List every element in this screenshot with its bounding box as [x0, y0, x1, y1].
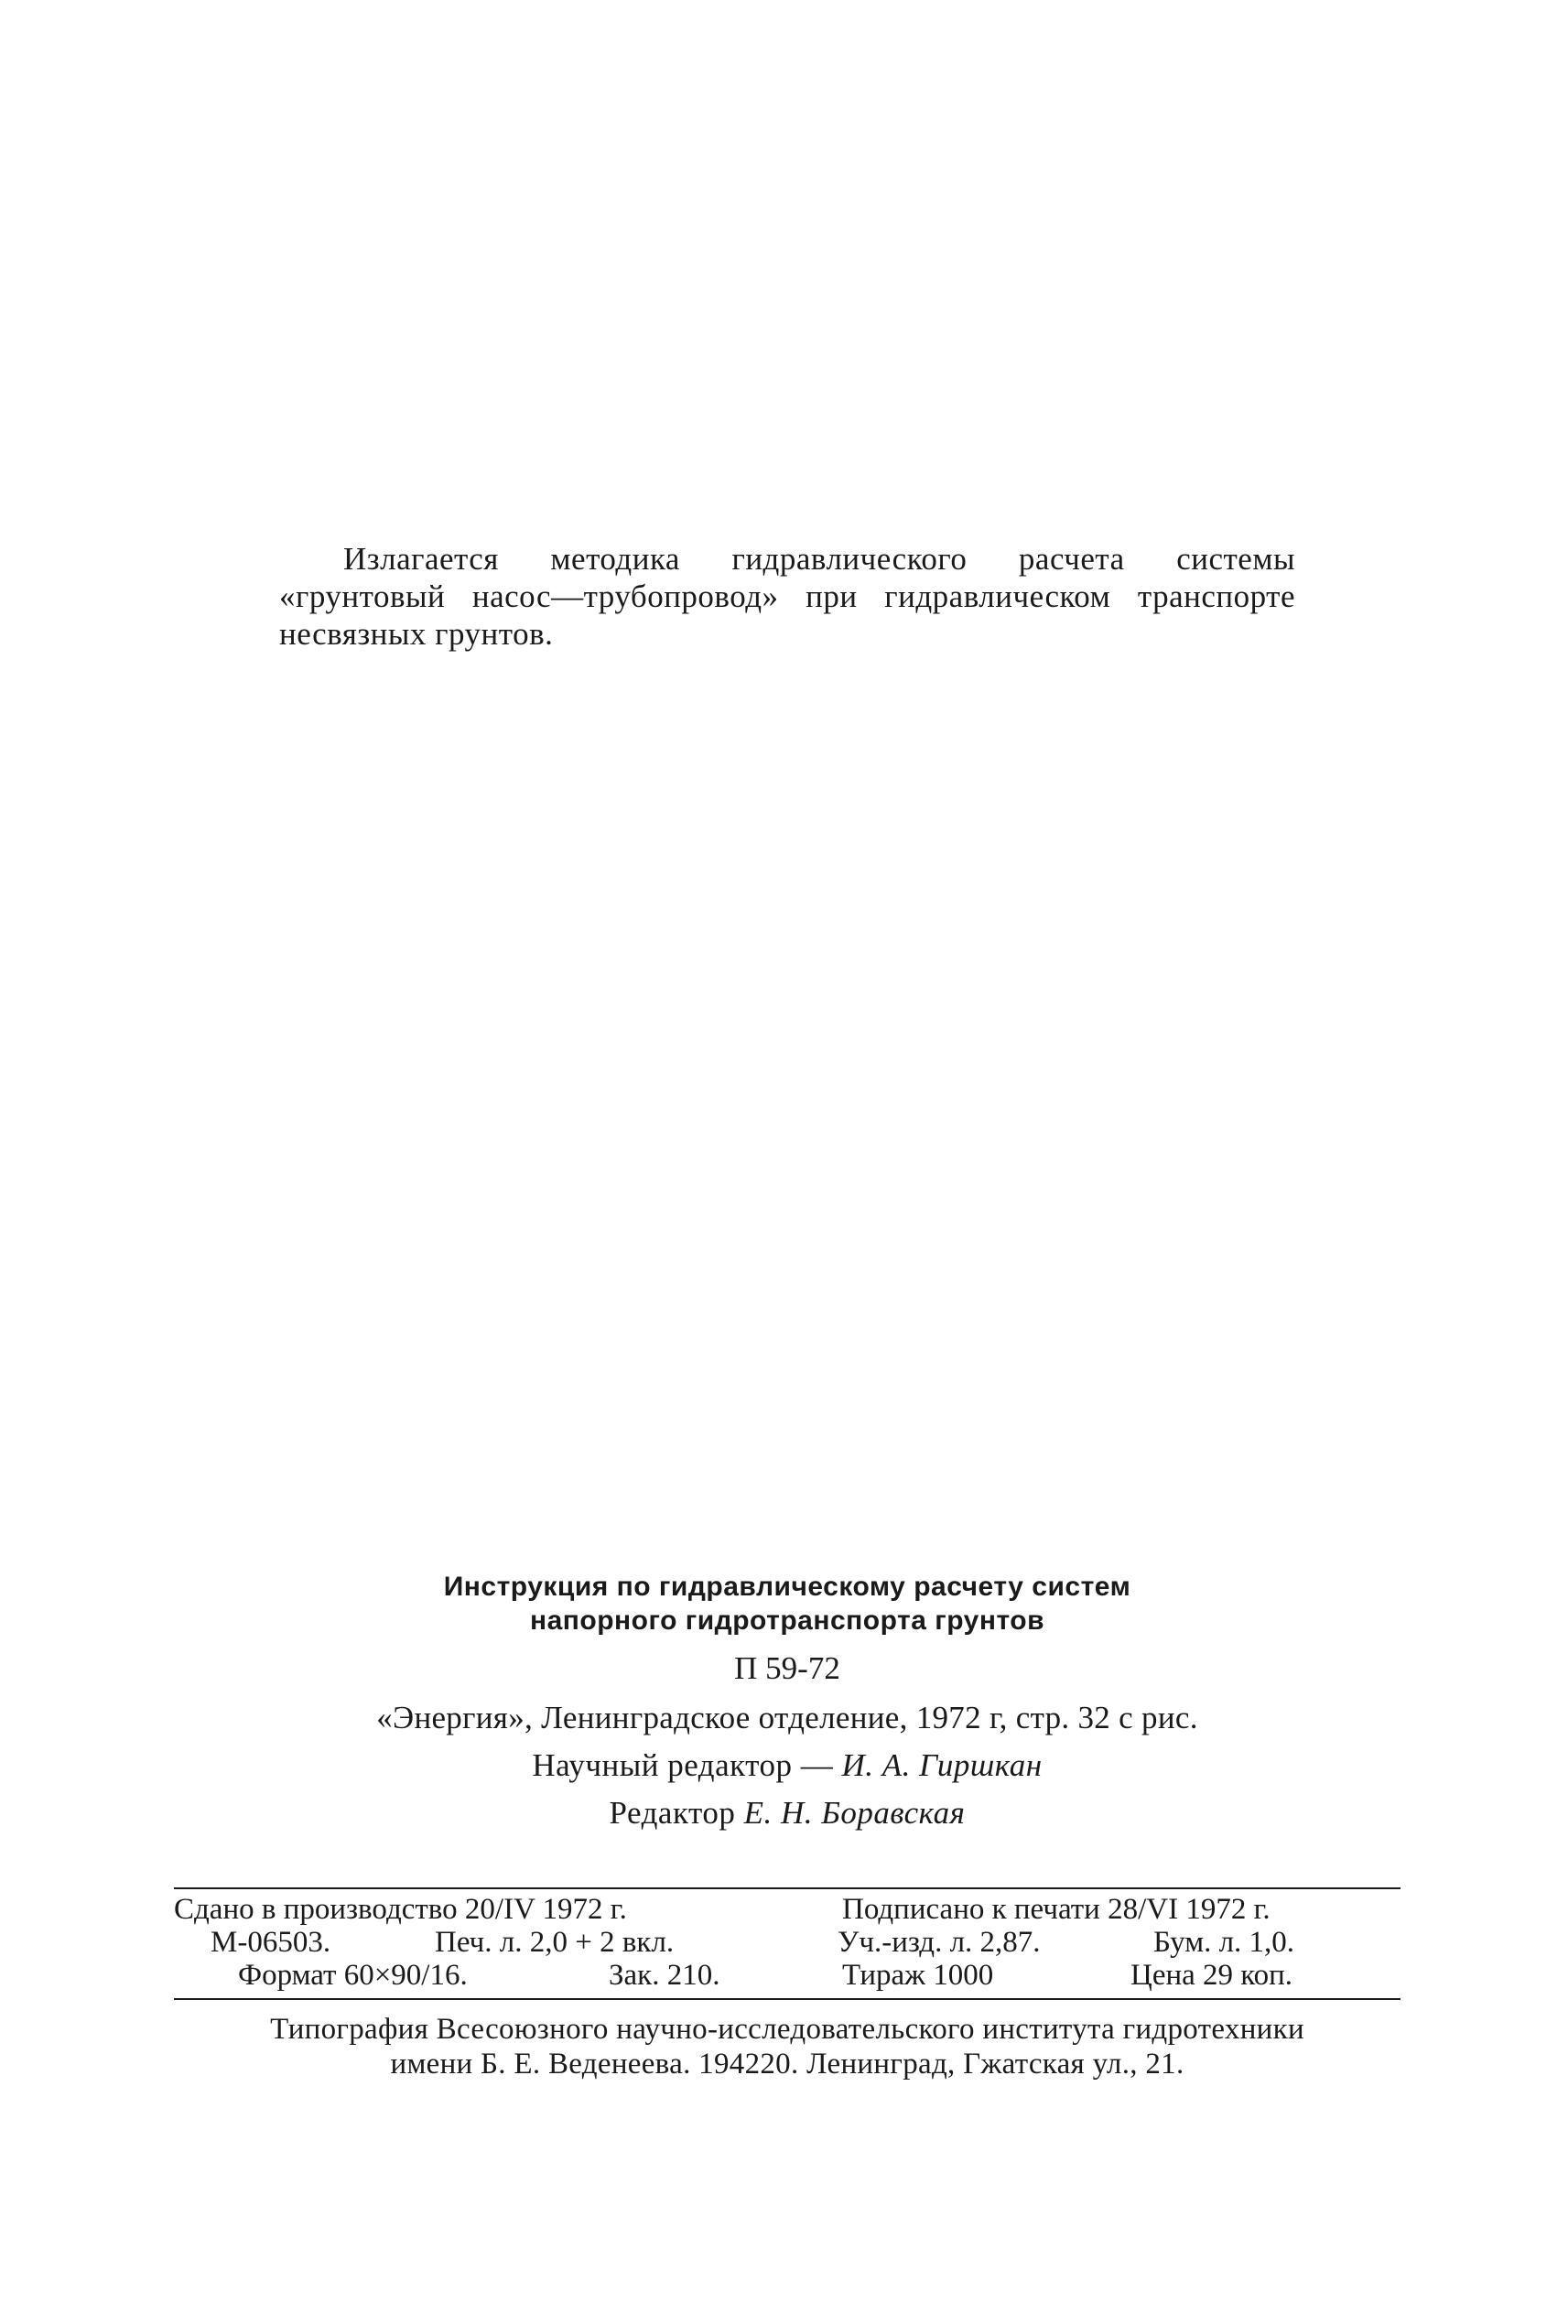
scientific-editor-name: И. А. Гиршкан	[841, 1747, 1043, 1783]
imprint-signed-date: Подписано к печати 28/VI 1972 г.	[842, 1893, 1271, 1926]
imprint-bottom-rule	[174, 1998, 1400, 2000]
book-title	[174, 1570, 1400, 1638]
abstract-text: Излагается методика гидравлического расчета системы «грунтовый насос—трубопровод» при гидравлическом транспорте несвязных грунтов.	[279, 541, 1295, 652]
imprint-block	[174, 1893, 1400, 1992]
printer-line-1: Типография Всесоюзного научно-исследовательского института гидротехники	[270, 2013, 1304, 2046]
imprint-production-date: Сдано в производство 20/IV 1972 г.	[174, 1893, 627, 1926]
editor-label: Редактор	[609, 1795, 736, 1831]
publisher-line: «Энергия», Ленинградское отделение, 1972 г, стр. 32 с рис.	[376, 1700, 1198, 1735]
imprint-publisher-sheets: Уч.-изд. л. 2,87.	[838, 1926, 1041, 1959]
imprint-license: М-06503.	[211, 1926, 331, 1959]
imprint-paper-sheets: Бум. л. 1,0.	[1153, 1926, 1295, 1959]
printer-info	[174, 2012, 1400, 2081]
imprint-order: Зак. 210.	[609, 1959, 720, 1992]
imprint-print-run: Тираж 1000	[842, 1959, 994, 1992]
abstract	[279, 540, 1295, 653]
imprint-format: Формат 60×90/16.	[238, 1959, 468, 1992]
book-title-line-1: Инструкция по гидравлическому расчету систем	[443, 1572, 1131, 1602]
book-title-line-2: напорного гидротранспорта грунтов	[529, 1605, 1045, 1636]
imprint-print-sheets: Печ. л. 2,0 + 2 вкл.	[435, 1926, 675, 1959]
scientific-editor-line	[174, 1747, 1400, 1784]
printer-line-2: имени Б. Е. Веденеева. 194220. Ленинград, Гжатская ул., 21.	[390, 2048, 1184, 2081]
imprint-row	[174, 1959, 1400, 1992]
imprint-row	[174, 1926, 1400, 1959]
scientific-editor-label: Научный редактор —	[532, 1747, 834, 1783]
bibliographic-block	[174, 1570, 1400, 1832]
document-code: П 59-72	[734, 1650, 840, 1686]
imprint-top-rule	[174, 1887, 1400, 1889]
imprint-price: Цена 29 коп.	[1130, 1959, 1293, 1992]
editor-name: Е. Н. Боравская	[743, 1795, 966, 1831]
editor-line	[174, 1795, 1400, 1832]
imprint-row	[174, 1893, 1400, 1926]
